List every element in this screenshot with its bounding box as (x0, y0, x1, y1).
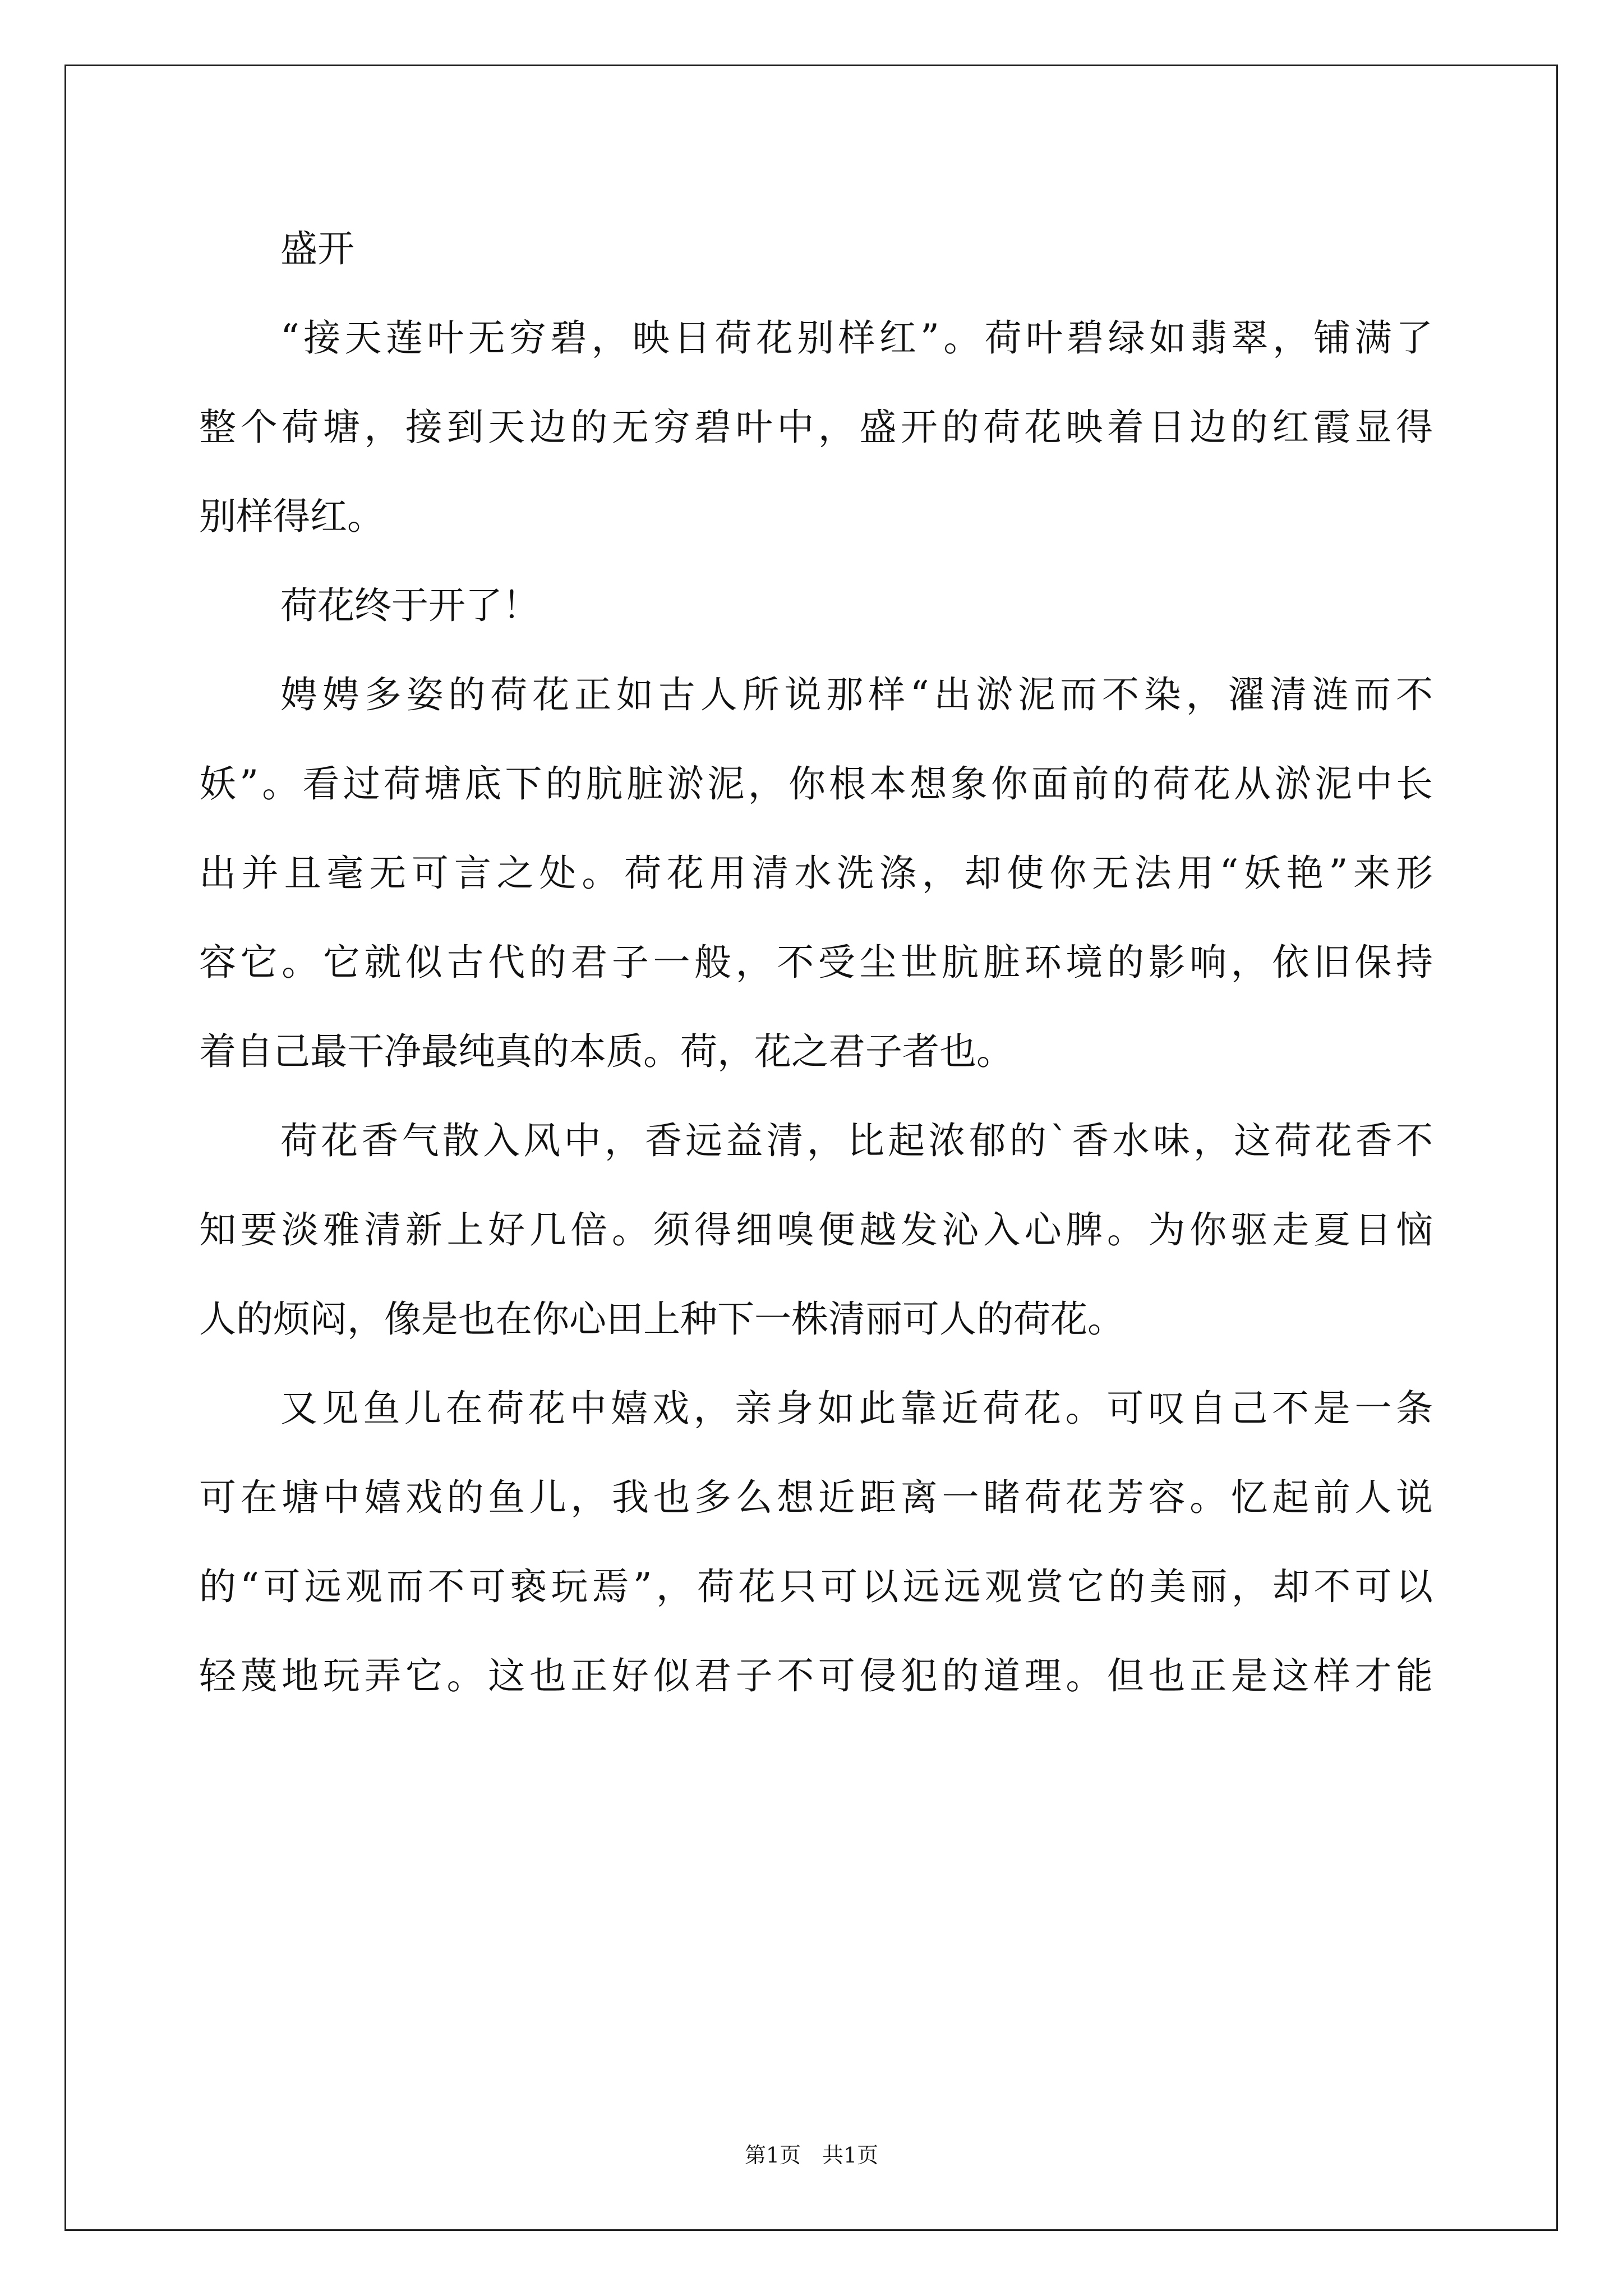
text-line: 出并且毫无可言之处。荷花用清水洗涤，却使你无法用“妖艳”来形 (199, 852, 1433, 895)
text-line: 人的烦闷，像是也在你心田上种下一株清丽可人的荷花。 (199, 1297, 1124, 1341)
text-line: 妖”。看过荷塘底下的肮脏淤泥，你根本想象你面前的荷花从淤泥中长 (199, 762, 1433, 806)
text-line: 知要淡雅清新上好几倍。须得细嗅便越发沁入心脾。为你驱走夏日恼 (199, 1208, 1433, 1251)
text-line: “接天莲叶无穷碧，映日荷花别样红”。荷叶碧绿如翡翠，铺满了 (280, 316, 1433, 360)
heading-line: 盛开 (280, 227, 354, 270)
text-line: 荷花香气散入风中，香远益清，比起浓郁的`香水味，这荷花香不 (280, 1119, 1433, 1162)
text-line: 别样得红。 (199, 495, 384, 538)
text-line: 轻蔑地玩弄它。这也正好似君子不可侵犯的道理。但也正是这样才能 (199, 1654, 1433, 1697)
text-line: 娉娉多姿的荷花正如古人所说那样“出淤泥而不染，濯清涟而不 (280, 673, 1433, 716)
text-line: 可在塘中嬉戏的鱼儿，我也多么想近距离一睹荷花芳容。忆起前人说 (199, 1476, 1433, 1519)
text-line: 的“可远观而不可亵玩焉”，荷花只可以远远观赏它的美丽，却不可以 (199, 1565, 1433, 1608)
text-line: 荷花终于开了！ (280, 584, 540, 627)
text-line: 整个荷塘，接到天边的无穷碧叶中，盛开的荷花映着日边的红霞显得 (199, 406, 1433, 449)
page-number-footer: 第1页 共1页 (744, 2143, 879, 2168)
text-line: 又见鱼儿在荷花中嬉戏，亲身如此靠近荷花。可叹自己不是一条 (280, 1387, 1433, 1430)
text-line: 容它。它就似古代的君子一般，不受尘世肮脏环境的影响，依旧保持 (199, 941, 1433, 984)
text-line: 着自己最干净最纯真的本质。荷，花之君子者也。 (199, 1030, 1013, 1073)
